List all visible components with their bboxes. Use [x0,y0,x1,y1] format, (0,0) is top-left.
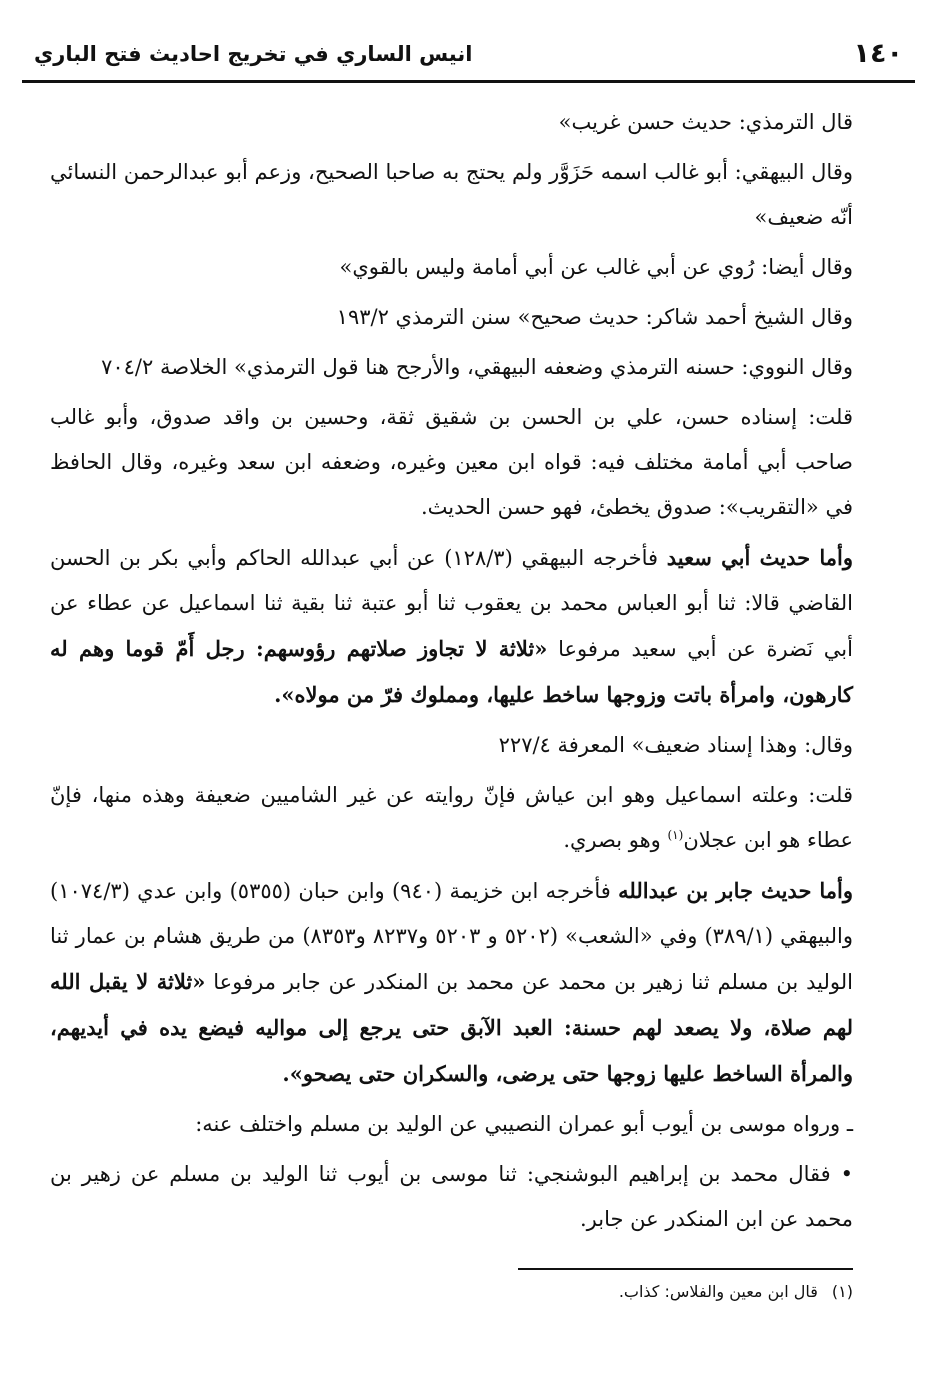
running-title: انيس الساري في تخريج احاديث فتح الباري [34,42,473,66]
paragraph-jabir [50,868,853,1097]
header-divider [22,80,915,83]
paragraph-musa: ـ ورواه موسى بن أيوب أبو عمران النصيبي عن الوليد بن مسلم واختلف عنه: [195,1112,853,1136]
footnote-divider [518,1268,853,1270]
paragraph-shakir: وقال الشيخ أحمد شاكر: حديث صحيح» سنن الترمذي ١٩٣/٢ [336,305,853,329]
footnote-text: قال ابن معين والفلاس: كذاب. [618,1282,818,1301]
isnad-text: فأخرجه البيهقي (١٢٨/٣) عن أبي عبدالله الحاكم وأبي بكر بن الحسن القاضي قالا: ثنا أبو العباس محمد بن يعقوب ثنا أبو عتبة ثنا بقية ثنا اسماعيل عن عطاء عن أبي نَضرة عن أبي سعيد مرفوعا [50,546,853,661]
footnote-number: (١) [831,1282,853,1301]
isnad-text: فأخرجه ابن خزيمة (٩٤٠) وابن حبان (٥٣٥٥) وابن عدي (١٠٧٤/٣) والبيهقي (٣٨٩/١) وفي «الشعب» (٥٢٠٢ و ٥٢٠٣ و٨٢٣٧ و٨٣٥٣) من طريق هشام بن عمار ثنا الوليد بن مسلم ثنا زهير بن محمد عن محمد بن المنكدر عن جابر مرفوعا [50,879,853,994]
paragraph-author-note-1: قلت: إسناده حسن، علي بن الحسن بن شقيق ثقة، وحسين بن واقد صدوق، وأبو غالب صاحب أبي أمامة مختلف فيه: قواه ابن معين وغيره، وضعفه ابن سعد وغيره، وقال الحافظ في «التقريب»: صدوق يخطئ، فهو حسن الحديث. [50,405,853,519]
footnote-reference: (١) [667,828,684,842]
page-number: ١٤٠ [853,38,903,69]
main-text [50,100,853,1247]
hadith-heading-abu-said: وأما حديث أبي سعيد [666,545,853,570]
paragraph-tirmidhi: قال الترمذي: حديث حسن غريب» [558,110,853,134]
note-text: قلت: وعلته اسماعيل وهو ابن عياش فإنّ روايته عن غير الشاميين ضعيفة وهذه منها، فإنّ عطاء هو ابن عجلان [50,783,853,852]
paragraph-nawawi: وقال النووي: حسنه الترمذي وضعفه البيهقي، والأرجح هنا قول الترمذي» الخلاصة ٧٠٤/٢ [101,355,853,379]
hadith-heading-jabir: وأما حديث جابر بن عبدالله [618,878,853,903]
page-header [28,34,909,78]
paragraph-marifa: وقال: وهذا إسناد ضعيف» المعرفة ٢٢٧/٤ [498,733,853,757]
note-text-end: وهو بصري. [563,828,668,852]
paragraph-bushanji: • فقال محمد بن إبراهيم البوشنجي: ثنا موسى بن أيوب ثنا الوليد بن مسلم عن زهير بن محمد عن ابن المنكدر عن جابر. [50,1162,853,1231]
paragraph-bayhaqi-also: وقال أيضا: رُوي عن أبي غالب عن أبي أمامة وليس بالقوي» [339,255,853,279]
hadith-matn: «ثلاثة لا تجاوز صلاتهم رؤوسهم: رجل أَمّ قوما وهم له كارهون، وامرأة باتت وزوجها ساخط عليها، ومملوك فرّ من مولاه». [50,636,853,707]
paragraph-abu-said [50,535,853,718]
hadith-matn: «ثلاثة لا يقبل الله لهم صلاة، ولا يصعد لهم حسنة: العبد الآبق حتى يرجع إلى مواليه فيضع يده في أيديهم، والمرأة الساخط عليها زوجها حتى يرضى، والسكران حتى يصحو». [50,969,853,1086]
footnote [50,1278,853,1306]
paragraph-bayhaqi: وقال البيهقي: أبو غالب اسمه حَزَوَّر ولم يحتج به صاحبا الصحيح، وزعم أبو عبدالرحمن النسائي أنّه ضعيف» [50,160,853,229]
paragraph-author-note-2 [50,773,853,863]
